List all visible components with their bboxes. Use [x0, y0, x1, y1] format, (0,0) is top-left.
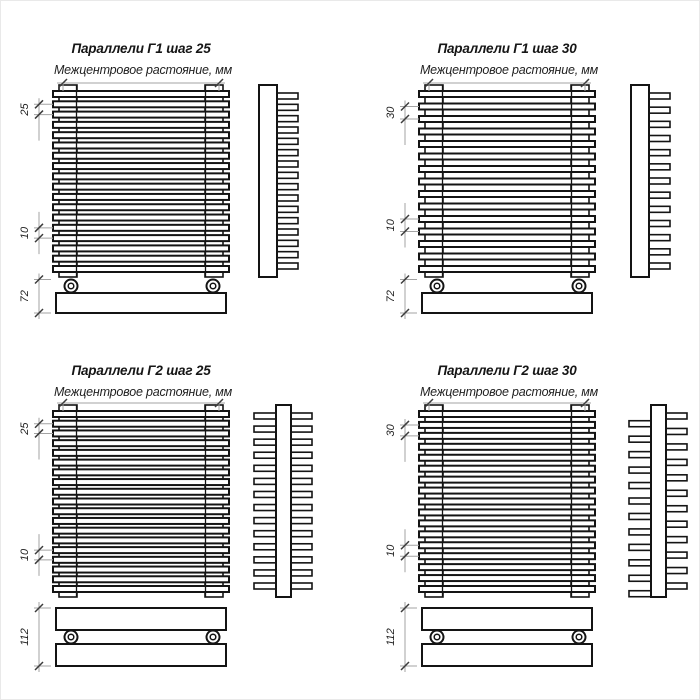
base-height-dimension	[19, 602, 51, 672]
gap-dimension	[19, 534, 53, 576]
front-view	[53, 405, 229, 597]
side-view	[259, 85, 298, 277]
front-view	[53, 85, 229, 277]
panel-g1-step-25	[19, 79, 298, 319]
gap-dimension	[19, 212, 53, 254]
center-distance-dimension	[423, 399, 591, 411]
side-view	[631, 85, 670, 277]
center-distance-dimension	[57, 79, 225, 91]
dimension-label: 30	[385, 106, 397, 119]
radiator-drawing-svg	[1, 1, 700, 700]
side-view	[629, 405, 687, 597]
base-height-dimension	[385, 274, 417, 320]
dimension-label: 30	[385, 424, 397, 437]
front-view	[419, 85, 595, 277]
panel-subtitle-g2-25: Межцентровое растояние, мм	[53, 385, 233, 399]
center-distance-dimension	[57, 399, 225, 411]
base-height-dimension	[19, 274, 51, 320]
front-view	[419, 405, 595, 597]
panel-title-g2-30: Параллели Г2 шаг 30	[437, 363, 577, 378]
step-dimension	[385, 101, 419, 146]
base-unit	[422, 608, 592, 666]
dimension-label: 25	[19, 422, 31, 435]
base-unit	[56, 608, 226, 666]
step-dimension	[385, 419, 419, 462]
base-height-dimension	[385, 602, 417, 672]
dimension-label: 112	[385, 628, 397, 646]
gap-dimension	[385, 203, 419, 248]
dimension-label: 72	[385, 290, 397, 303]
dimension-label: 25	[19, 103, 31, 116]
panel-title-g1-25: Параллели Г1 шаг 25	[71, 41, 211, 56]
center-distance-dimension	[423, 79, 591, 91]
panel-title-g1-30: Параллели Г1 шаг 30	[437, 41, 577, 56]
panel-g1-step-30	[385, 79, 670, 319]
panel-subtitle-g1-25: Межцентровое растояние, мм	[53, 63, 233, 77]
dimension-label: 112	[19, 628, 31, 646]
panel-g2-step-30	[385, 399, 687, 672]
dimension-label: 72	[19, 290, 31, 303]
panel-subtitle-g1-30: Межцентровое растояние, мм	[419, 63, 599, 77]
side-view	[254, 405, 312, 597]
base-unit	[56, 280, 226, 314]
panel-subtitle-g2-30: Межцентровое растояние, мм	[419, 385, 599, 399]
step-dimension	[19, 418, 53, 460]
base-unit	[422, 280, 592, 314]
dimension-label: 10	[19, 548, 31, 562]
gap-dimension	[385, 529, 419, 572]
dimension-label: 10	[385, 544, 397, 557]
step-dimension	[19, 98, 53, 140]
dimension-label: 10	[385, 219, 397, 232]
panel-g2-step-25	[19, 399, 312, 672]
panel-title-g2-25: Параллели Г2 шаг 25	[71, 363, 211, 378]
dimension-label: 10	[19, 226, 31, 240]
